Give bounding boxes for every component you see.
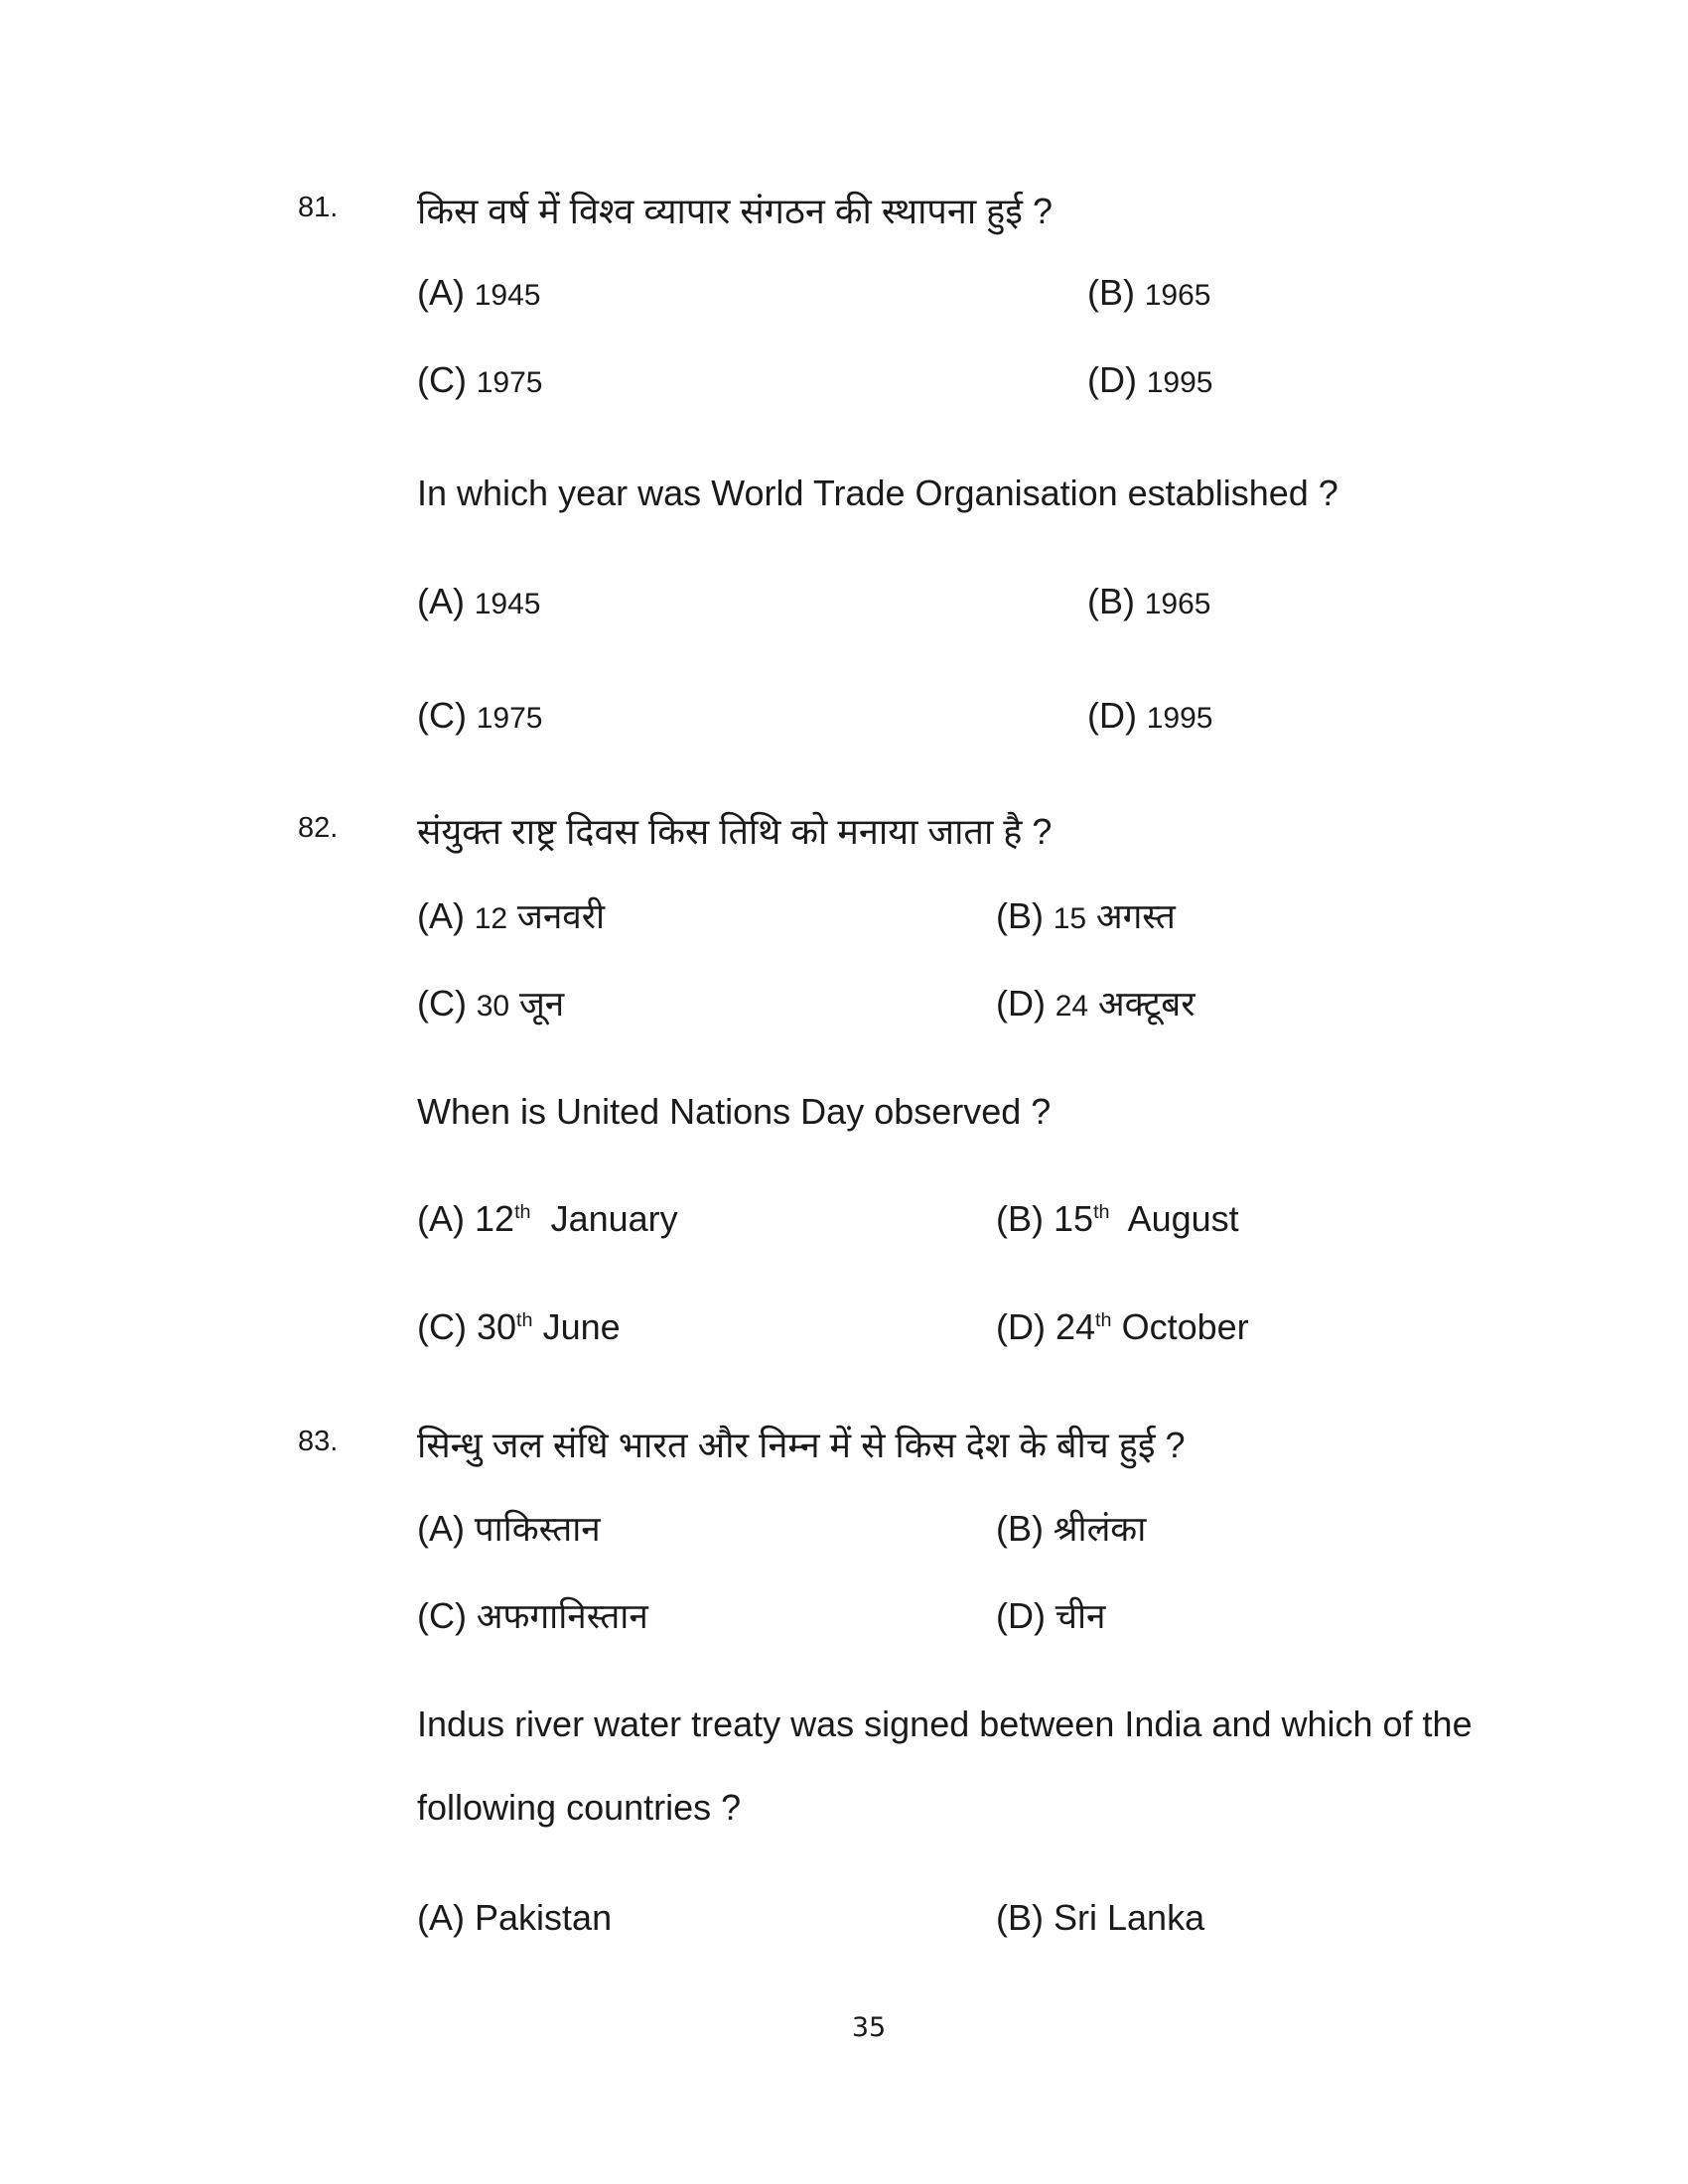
option-label: (B) [996, 1897, 1044, 1938]
question-number-83: 83. [298, 1426, 339, 1457]
q83-english-option-b [996, 1897, 1204, 1939]
option-number: 12 [474, 902, 508, 935]
ordinal-suffix: th [1093, 1201, 1110, 1223]
question-number-82: 82. [298, 812, 339, 844]
option-label: (A) [417, 895, 465, 936]
option-text: 1965 [1144, 279, 1211, 312]
option-label: (A) [417, 581, 465, 621]
q83-hindi-option-b [996, 1505, 1146, 1552]
q82-hindi-option-b [996, 892, 1176, 939]
option-label: (D) [1087, 695, 1137, 736]
option-label: (A) [417, 1508, 465, 1549]
option-number: 24 [1055, 990, 1089, 1023]
option-text: 1995 [1146, 366, 1213, 399]
option-label: (B) [1087, 581, 1135, 621]
q82-english-option-d [996, 1306, 1249, 1348]
ordinal-suffix: th [514, 1201, 531, 1223]
option-text: June [542, 1306, 621, 1347]
q82-english-option-a [417, 1198, 678, 1240]
option-label: (B) [996, 1508, 1044, 1549]
option-number: 12 [475, 1198, 515, 1239]
option-text: अफगानिस्तान [476, 1597, 648, 1636]
option-label: (C) [417, 1306, 467, 1347]
question-81-english: In which year was World Trade Organisation established ? [417, 473, 1338, 513]
option-label: (D) [996, 1306, 1046, 1347]
option-label: (B) [996, 1198, 1044, 1239]
option-number: 15 [1054, 1198, 1094, 1239]
option-text: 1975 [476, 702, 543, 735]
q82-hindi-option-d [996, 980, 1196, 1026]
option-text: 1945 [474, 279, 541, 312]
q83-hindi-option-c [417, 1592, 648, 1639]
option-text: जनवरी [516, 897, 606, 936]
option-number: 30 [477, 1306, 517, 1347]
q82-english-option-b [996, 1198, 1239, 1240]
q81-english-option-a [417, 581, 540, 622]
option-number: 24 [1055, 1306, 1096, 1347]
option-text: पाकिस्तान [474, 1510, 601, 1549]
option-number: 15 [1053, 902, 1087, 935]
question-82-hindi: संयुक्त राष्ट्र दिवस किस तिथि को मनाया जाता है ? [417, 811, 1053, 852]
option-text: Sri Lanka [1054, 1897, 1205, 1938]
q81-hindi-option-b [1087, 272, 1210, 314]
option-text: अगस्त [1095, 897, 1176, 936]
question-number-81: 81. [298, 192, 339, 223]
q83-english-option-a [417, 1897, 612, 1939]
option-text: अक्टूबर [1097, 985, 1196, 1024]
option-label: (D) [996, 1595, 1046, 1636]
question-83-english-line1: Indus river water treaty was signed between India and which of the [417, 1704, 1473, 1744]
option-label: (B) [1087, 272, 1135, 313]
option-label: (C) [417, 1595, 467, 1636]
q83-hindi-option-a [417, 1505, 601, 1552]
option-text: August [1127, 1198, 1239, 1239]
option-number: 30 [476, 990, 510, 1023]
q81-english-option-b [1087, 581, 1210, 622]
option-text: जून [518, 985, 565, 1024]
option-label: (A) [417, 272, 465, 313]
q82-hindi-option-c [417, 980, 564, 1026]
option-text: 1945 [474, 588, 541, 620]
q82-hindi-option-a [417, 892, 605, 939]
option-label: (B) [996, 895, 1044, 936]
option-text: 1975 [476, 366, 543, 399]
option-label: (C) [417, 983, 467, 1024]
option-label: (C) [417, 695, 467, 736]
option-text: 1995 [1146, 702, 1213, 735]
question-82-english: When is United Nations Day observed ? [417, 1091, 1052, 1132]
option-label: (D) [1087, 359, 1137, 400]
option-label: (D) [996, 983, 1046, 1024]
q82-english-option-c [417, 1306, 621, 1348]
option-text: चीन [1055, 1597, 1106, 1636]
question-83-hindi: सिन्धु जल संधि भारत और निम्न में से किस देश के बीच हुई ? [417, 1425, 1186, 1465]
option-text: श्रीलंका [1053, 1510, 1147, 1549]
option-text: 1965 [1144, 588, 1211, 620]
option-text: October [1121, 1306, 1249, 1347]
q81-hindi-option-a [417, 272, 540, 314]
q83-hindi-option-d [996, 1592, 1105, 1639]
q81-hindi-option-d [1087, 359, 1212, 401]
q81-hindi-option-c [417, 359, 542, 401]
question-81-hindi: किस वर्ष में विश्व व्यापार संगठन की स्थापना हुई ? [417, 191, 1053, 231]
ordinal-suffix: th [1095, 1309, 1112, 1331]
page-number: 35 [851, 2012, 887, 2043]
q81-english-option-d [1087, 695, 1212, 737]
option-text: Pakistan [475, 1897, 613, 1938]
option-label: (A) [417, 1897, 465, 1938]
option-label: (C) [417, 359, 467, 400]
question-83-english-line2: following countries ? [417, 1787, 742, 1828]
ordinal-suffix: th [516, 1309, 533, 1331]
option-text: January [550, 1198, 678, 1239]
option-label: (A) [417, 1198, 465, 1239]
q81-english-option-c [417, 695, 542, 737]
